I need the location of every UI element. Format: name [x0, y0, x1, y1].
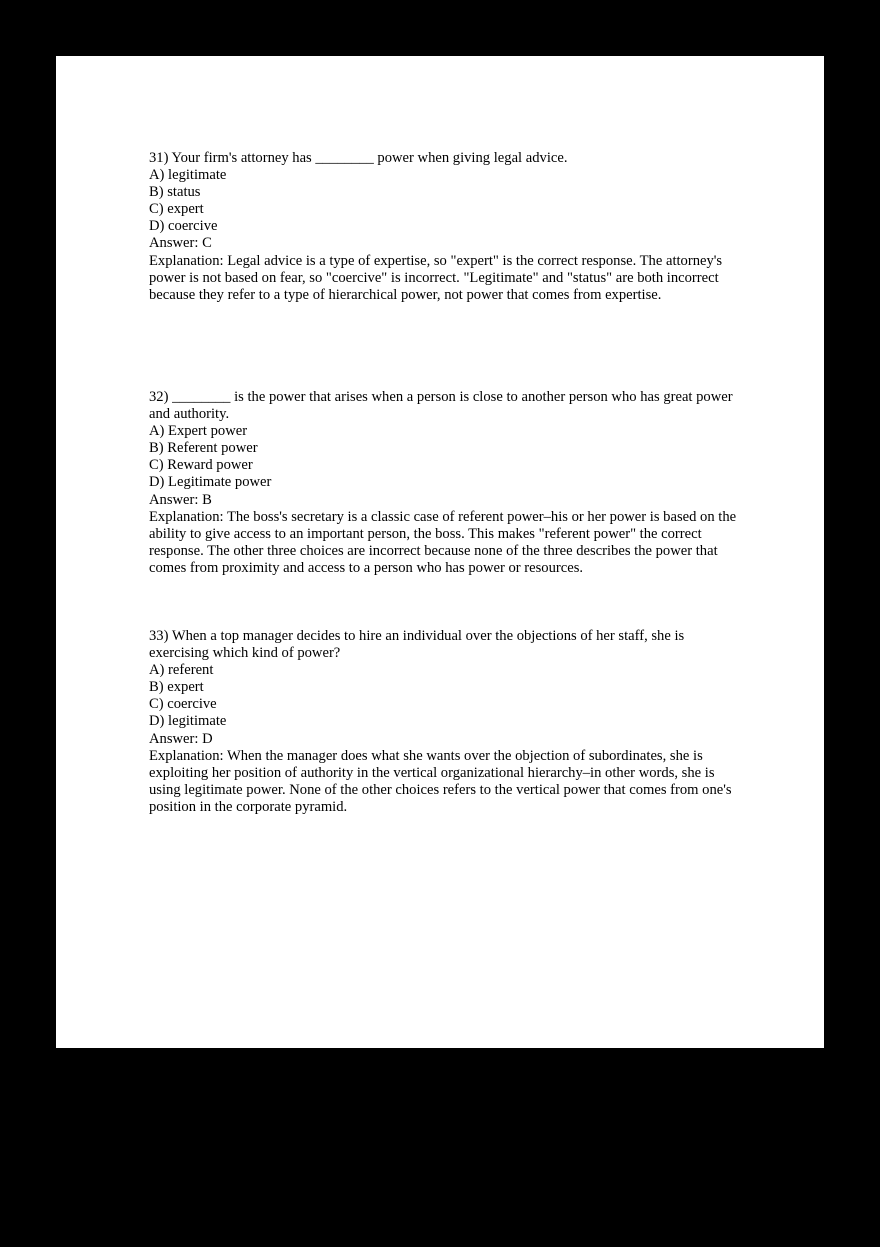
question-stem: 31) Your firm's attorney has ________ power when giving legal advice.	[149, 150, 568, 166]
answer: Answer: C	[149, 235, 212, 252]
option-a: A) legitimate	[149, 167, 227, 184]
question-33	[149, 628, 739, 816]
question-stem: 33) When a top manager decides to hire an individual over the objections of her staff, she is exercising which kind of power?	[149, 628, 685, 662]
option-b: B) status	[149, 184, 201, 201]
question-32	[149, 389, 739, 577]
explanation: Explanation: When the manager does what she wants over the objection of subordinates, she is exploiting her position of authority in the vertical organizational hierarchy–in other words, she is using legitimate power. None of the other choices refers to the vertical power that comes from one's position in the corporate pyramid.	[149, 747, 732, 815]
question-31	[149, 150, 739, 304]
option-d: D) legitimate	[149, 713, 227, 730]
option-b: B) Referent power	[149, 440, 258, 457]
option-c: C) expert	[149, 201, 204, 218]
option-b: B) expert	[149, 679, 204, 696]
option-d: D) Legitimate power	[149, 474, 272, 491]
option-a: A) Expert power	[149, 423, 248, 440]
answer: Answer: B	[149, 491, 212, 508]
option-a: A) referent	[149, 662, 214, 679]
explanation: Explanation: The boss's secretary is a classic case of referent power–his or her power is based on the ability to give access to an important person, the boss. This makes "referent power" the correct response. The other three choices are incorrect because none of the three describes the power that comes from proximity and access to a person who has power or resources.	[149, 508, 737, 576]
option-d: D) coercive	[149, 218, 218, 235]
explanation: Explanation: Legal advice is a type of expertise, so "expert" is the correct response. The attorney's power is not based on fear, so "coercive" is incorrect. "Legitimate" and "status" are both incorrect because they refer to a type of hierarchical power, not power that comes from expertise.	[149, 252, 723, 303]
document-page	[56, 56, 824, 1048]
option-c: C) coercive	[149, 696, 217, 713]
answer: Answer: D	[149, 730, 213, 747]
option-c: C) Reward power	[149, 457, 253, 474]
question-stem: 32) ________ is the power that arises when a person is close to another person who has great power and authority.	[149, 389, 733, 423]
